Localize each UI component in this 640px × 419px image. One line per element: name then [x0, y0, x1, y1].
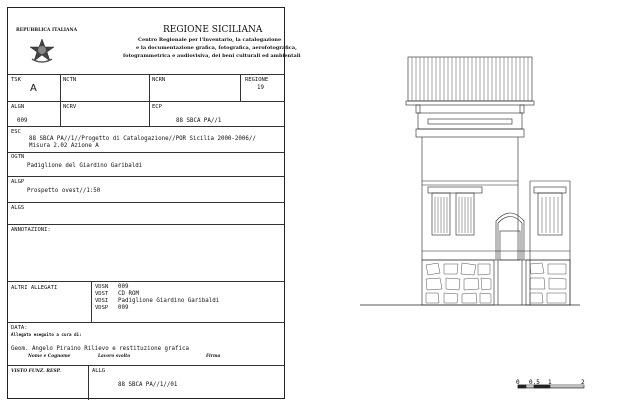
- visto-label: VISTO FUNZ. RESP.: [11, 369, 61, 374]
- vdsn-value: 009: [118, 284, 129, 290]
- ogtn-value: Padiglione del Giardino Garibaldi: [27, 163, 143, 169]
- ecp-label: ECP: [152, 104, 162, 110]
- allg-value: 88 SBCA PA//1//01: [118, 382, 178, 388]
- tsk-label: TSK: [11, 77, 21, 83]
- region-title: REGIONE SICILIANA: [163, 25, 263, 35]
- header-line-1: Centro Regionale per l'Inventario, la catalogazione: [138, 37, 282, 43]
- algp-label: ALGP: [11, 179, 25, 185]
- vdsi-value: Padiglione Giardino Garibaldi: [118, 298, 220, 304]
- firma-label: Firma: [206, 354, 221, 359]
- emblem-icon: [28, 37, 56, 65]
- vdsp-label: VDSP: [95, 305, 109, 311]
- esc-line-1: 88 SBCA PA//1//Progetto di Catalogazione//POR Sicilia 2000-2006//: [29, 136, 256, 142]
- vdsi-label: VDSI: [95, 298, 109, 304]
- annotazioni-label: ANNOTAZIONI:: [11, 227, 51, 233]
- data-label: DATA:: [11, 325, 28, 331]
- allg-label: ALLG: [92, 368, 106, 374]
- header-line-3: fotogrammetrica e audiovisiva, dei beni culturali ed ambientali: [123, 53, 301, 59]
- nome-label: Nome e Cognome: [28, 354, 71, 359]
- ncrv-label: NCRV: [63, 104, 77, 110]
- vdsn-label: VDSN: [95, 284, 109, 290]
- scale-label-0: 0: [516, 379, 520, 386]
- tsk-value: A: [30, 83, 37, 94]
- scale-label-2: 2: [581, 379, 585, 386]
- vdsp-value: 009: [118, 305, 129, 311]
- esc-label: ESC: [11, 129, 21, 135]
- nctn-label: NCTN: [63, 77, 77, 83]
- author-value: Geom. Angelo Piraino Rilievo e restituzione grafica: [11, 346, 189, 352]
- vdst-label: VDST: [95, 291, 109, 297]
- altri-allegati-label: ALTRI ALLEGATI: [11, 285, 58, 291]
- regione-label: REGIONE: [245, 77, 269, 83]
- lavoro-label: Lavoro svolto: [98, 354, 131, 359]
- algn-value: 009: [17, 118, 28, 124]
- scale-bar: [512, 376, 592, 396]
- algp-value: Prospetto ovest//1:50: [27, 188, 101, 194]
- pavilion-drawing: [360, 55, 580, 310]
- republic-label: REPUBBLICA ITALIANA: [16, 28, 78, 33]
- esc-line-2: Misura 2.02 Azione A: [29, 143, 99, 149]
- catalog-form: [7, 7, 301, 399]
- regione-value: 19: [257, 85, 264, 91]
- algn-label: ALGN: [11, 104, 25, 110]
- ecp-value: 88 SBCA PA//1: [176, 118, 222, 124]
- eseguito-label: Allegato eseguito a cura di:: [11, 332, 82, 337]
- algs-label: ALGS: [11, 205, 25, 211]
- scale-label-05: 0.5: [529, 379, 540, 386]
- scale-label-1: 1: [548, 379, 552, 386]
- vdst-value: CD ROM: [118, 291, 139, 297]
- ncrn-label: NCRN: [152, 77, 166, 83]
- ogtn-label: OGTN: [11, 154, 25, 160]
- header-line-2: e la documentazione grafica, fotografica, aerofotografica,: [136, 45, 297, 51]
